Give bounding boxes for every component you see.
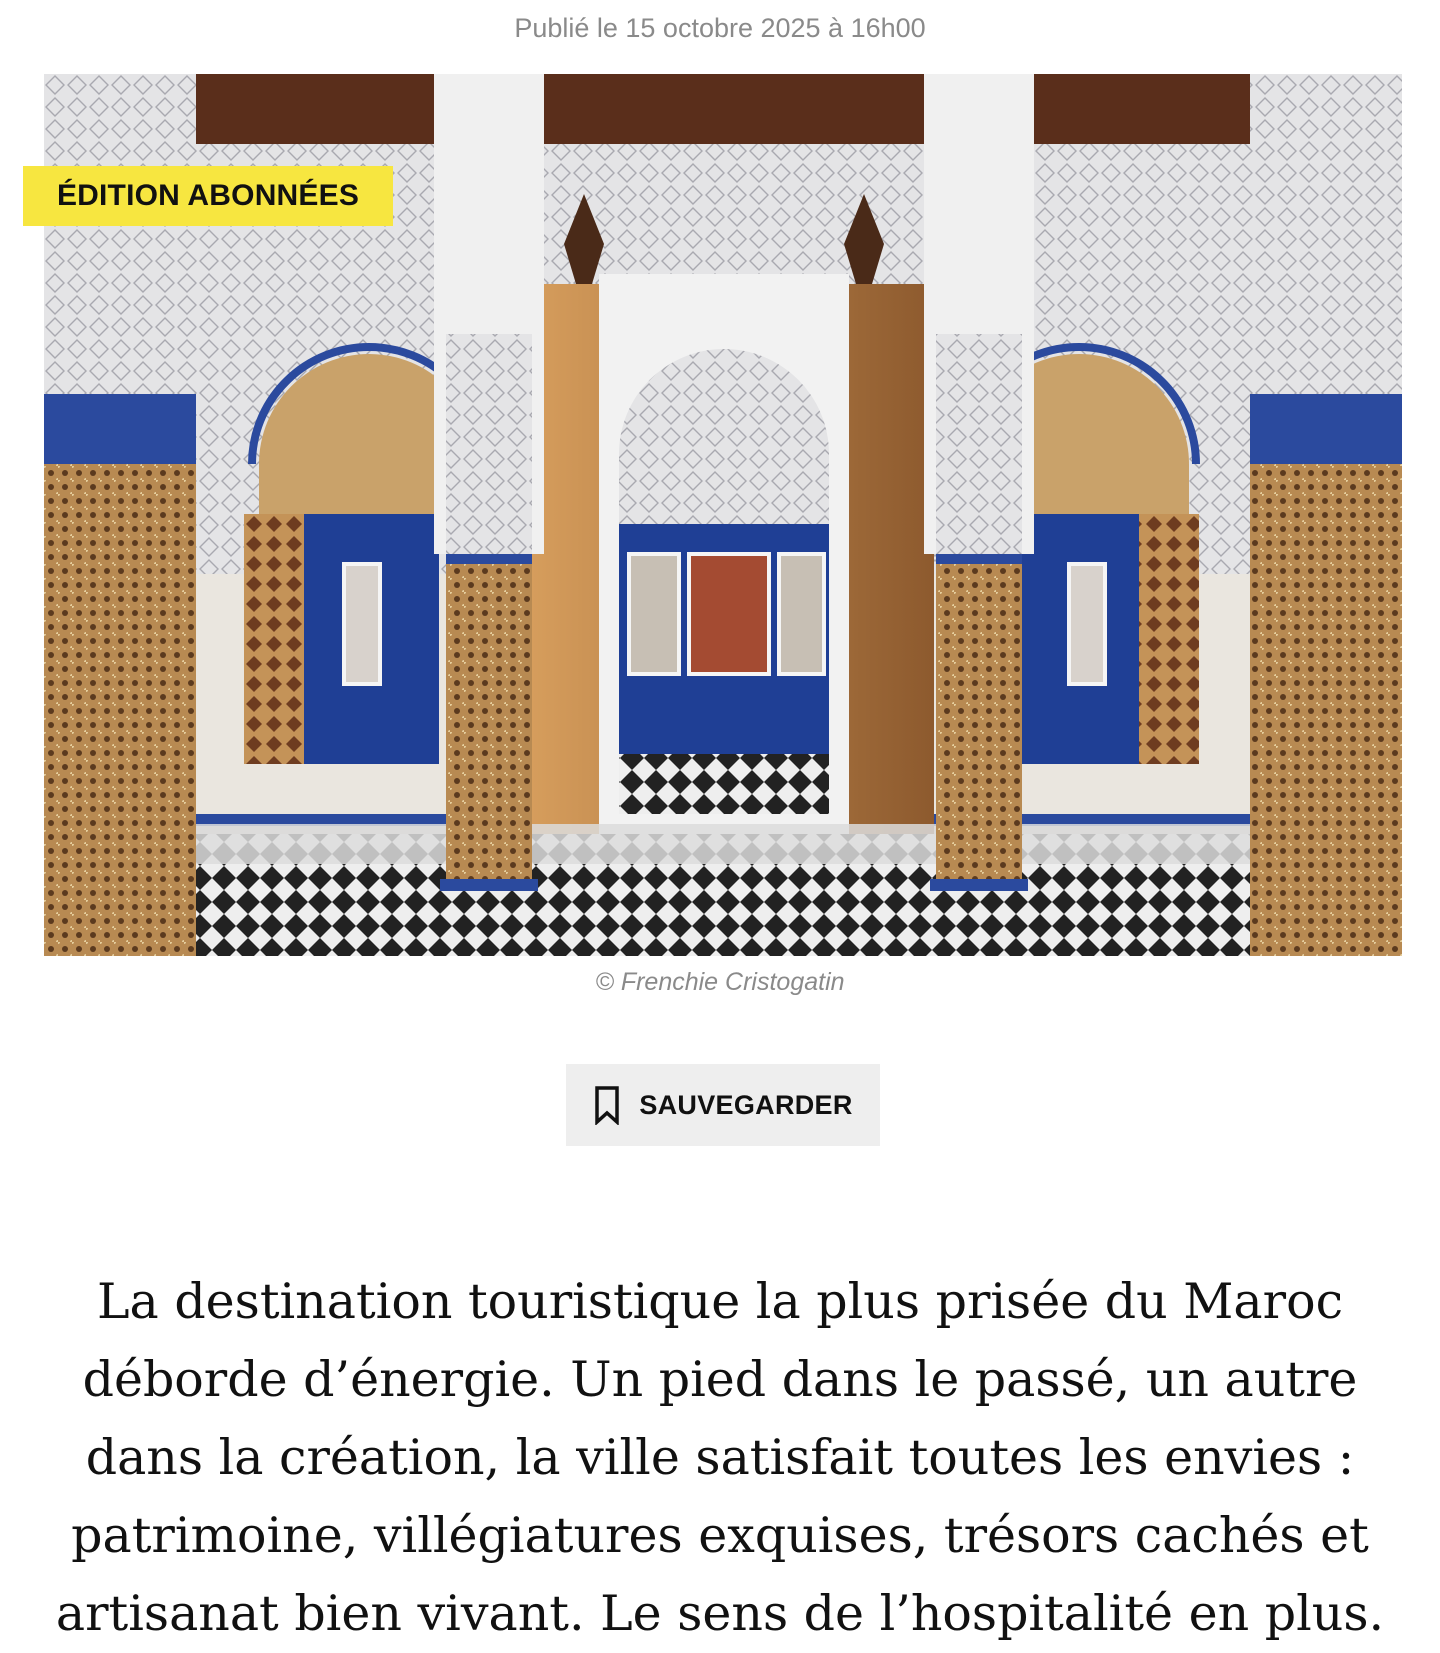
publication-date: Publié le 15 octobre 2025 à 16h00 — [514, 13, 926, 43]
bookmark-icon — [593, 1085, 621, 1125]
subscriber-edition-badge: ÉDITION ABONNÉES — [23, 166, 393, 226]
photo-credit: © Frenchie Cristogatin — [595, 968, 845, 996]
article-intro: La destination touristique la plus prisée du Maroc déborde d’énergie. Un pied dans le passé, un autre dans la création, la ville satisfait toutes les envies : patrimoine, villégiatures exquises, trésors cachés et artisanat bien vivant. Le sens de l’hospitalité en plus. — [55, 1273, 1385, 1642]
save-button[interactable] — [566, 1064, 880, 1146]
save-button-label: SAUVEGARDER — [639, 1089, 853, 1120]
